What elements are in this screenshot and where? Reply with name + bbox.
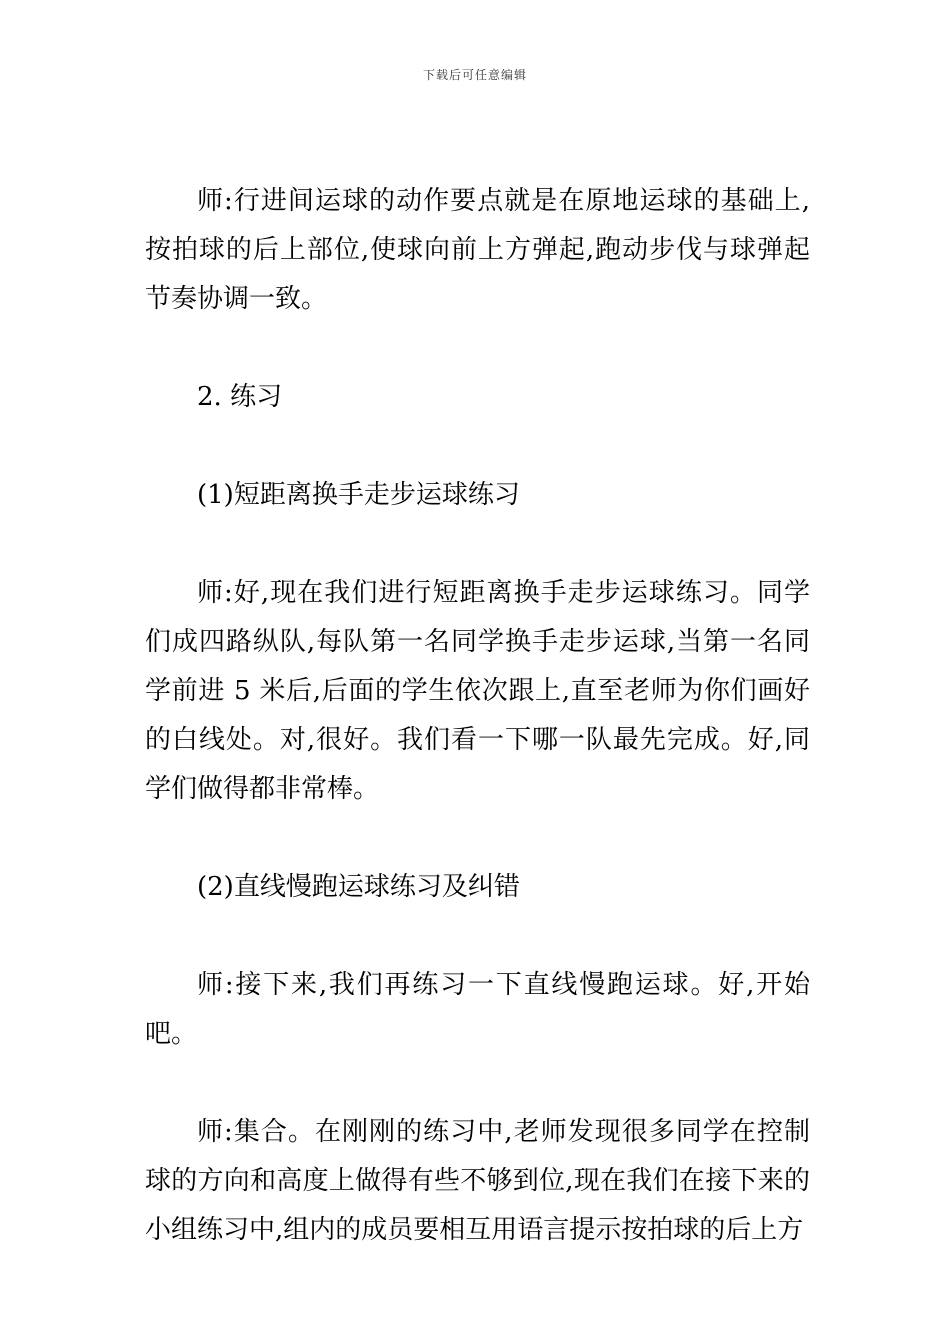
document-body [145,177,810,1255]
subheading-short-distance-practice: (1)短距离换手走步运球练习 [197,480,520,510]
subheading-jogging-practice: (2)直线慢跑运球练习及纠错 [197,872,520,902]
paragraph-dribble-key-points: 师:行进间运球的动作要点就是在原地运球的基础上,按拍球的后上部位,使球向前上方弹起,跑动步伐与球弹起节奏协调一致。 [145,186,810,314]
paragraph-spacer [145,814,810,863]
paragraph-spacer [145,422,810,471]
paragraph-gather-feedback: 师:集合。在刚刚的练习中,老师发现很多同学在控制球的方向和高度上做得有些不够到位,现在我们在接下来的小组练习中,组内的成员要相互用语言提示按拍球的后上方 [145,1117,810,1245]
page-header: 下载后可任意编辑 [422,68,527,82]
paragraph-spacer [145,520,810,569]
paragraph-spacer [145,324,810,373]
paragraph-jogging-start: 师:接下来,我们再练习一下直线慢跑运球。好,开始吧。 [145,970,810,1049]
section-heading-practice: 2. 练习 [197,382,283,412]
paragraph-spacer [145,912,810,961]
paragraph-spacer [145,1059,810,1108]
paragraph-short-distance-instructions: 师:好,现在我们进行短距离换手走步运球练习。同学们成四路纵队,每队第一名同学换手走步运球,当第一名同学前进 5 米后,后面的学生依次跟上,直至老师为你们画好的白线处。对,很好。我们看一下哪一队最先完成。好,同学们做得都非常棒。 [145,578,810,804]
